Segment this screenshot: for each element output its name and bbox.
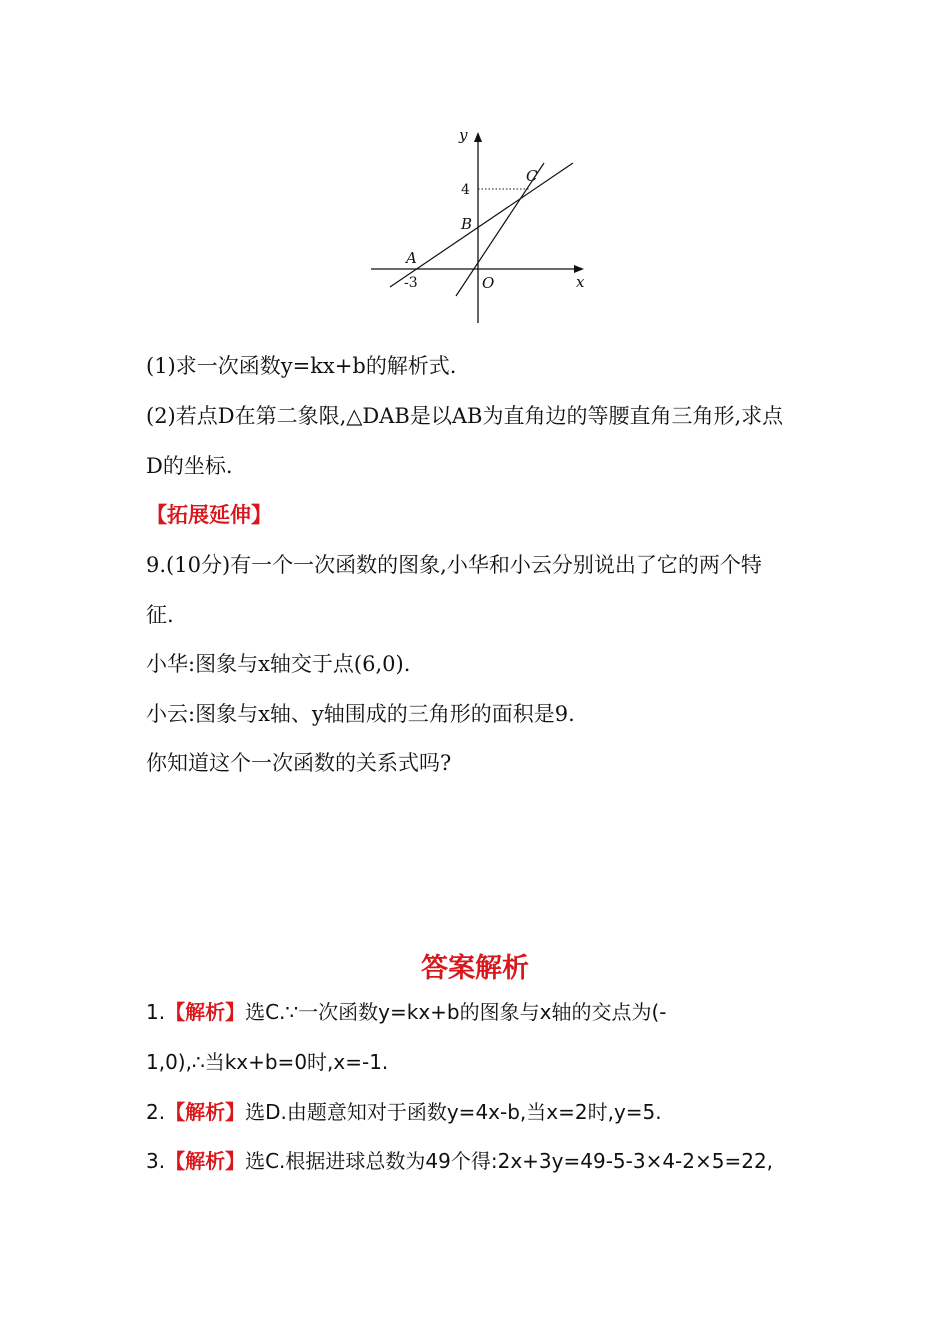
coordinate-figure (368, 125, 590, 328)
answer-3-number: 3. (146, 1149, 166, 1173)
q9-line5: 你知道这个一次函数的关系式吗? (146, 751, 452, 775)
tick-y-4: 4 (461, 182, 470, 198)
answer-2-tag: 【解析】 (165, 1100, 246, 1124)
answer-3 (146, 1147, 773, 1175)
answer-2 (146, 1098, 662, 1126)
q9-line4: 小云:图象与x轴、y轴围成的三角形的面积是9. (146, 702, 575, 726)
answer-1-continued: 1,0),∴当kx+b=0时,x=-1. (146, 1050, 389, 1074)
point-a-label: A (406, 249, 417, 267)
tick-x-minus3: -3 (404, 275, 418, 291)
y-axis-label: y (459, 126, 468, 144)
x-axis-arrow (574, 265, 584, 273)
q9-line3: 小华:图象与x轴交于点(6,0). (146, 652, 411, 676)
x-axis-label: x (576, 273, 585, 291)
answer-1-text: 选C.∵一次函数y=kx+b的图象与x轴的交点为(- (245, 1000, 667, 1024)
q8-part2-line2: D的坐标. (146, 454, 233, 478)
answer-3-text: 选C.根据进球总数为49个得:2x+3y=49-5-3×4-2×5=22, (245, 1149, 774, 1173)
answer-2-number: 2. (146, 1100, 166, 1124)
q8-part1: (1)求一次函数y=kx+b的解析式. (146, 354, 457, 378)
answer-1 (146, 998, 666, 1026)
q9-line2: 征. (146, 603, 174, 627)
point-b-label: B (461, 215, 473, 233)
y-axis-arrow (474, 132, 482, 142)
origin-label: O (482, 274, 495, 292)
answer-1-tag: 【解析】 (165, 1000, 246, 1024)
q8-part2-line1: (2)若点D在第二象限,△DAB是以AB为直角边的等腰直角三角形,求点 (146, 404, 784, 428)
answer-1-number: 1. (146, 1000, 166, 1024)
point-c-label: C (526, 167, 538, 185)
coordinate-figure-svg (368, 125, 590, 328)
q9-line1: 9.(10分)有一个一次函数的图象,小华和小云分别说出了它的两个特 (146, 553, 762, 577)
section-label: 【拓展延伸】 (146, 502, 272, 527)
answer-3-tag: 【解析】 (165, 1149, 246, 1173)
answers-title: 答案解析 (421, 953, 529, 984)
answer-2-text: 选D.由题意知对于函数y=4x-b,当x=2时,y=5. (245, 1100, 662, 1124)
